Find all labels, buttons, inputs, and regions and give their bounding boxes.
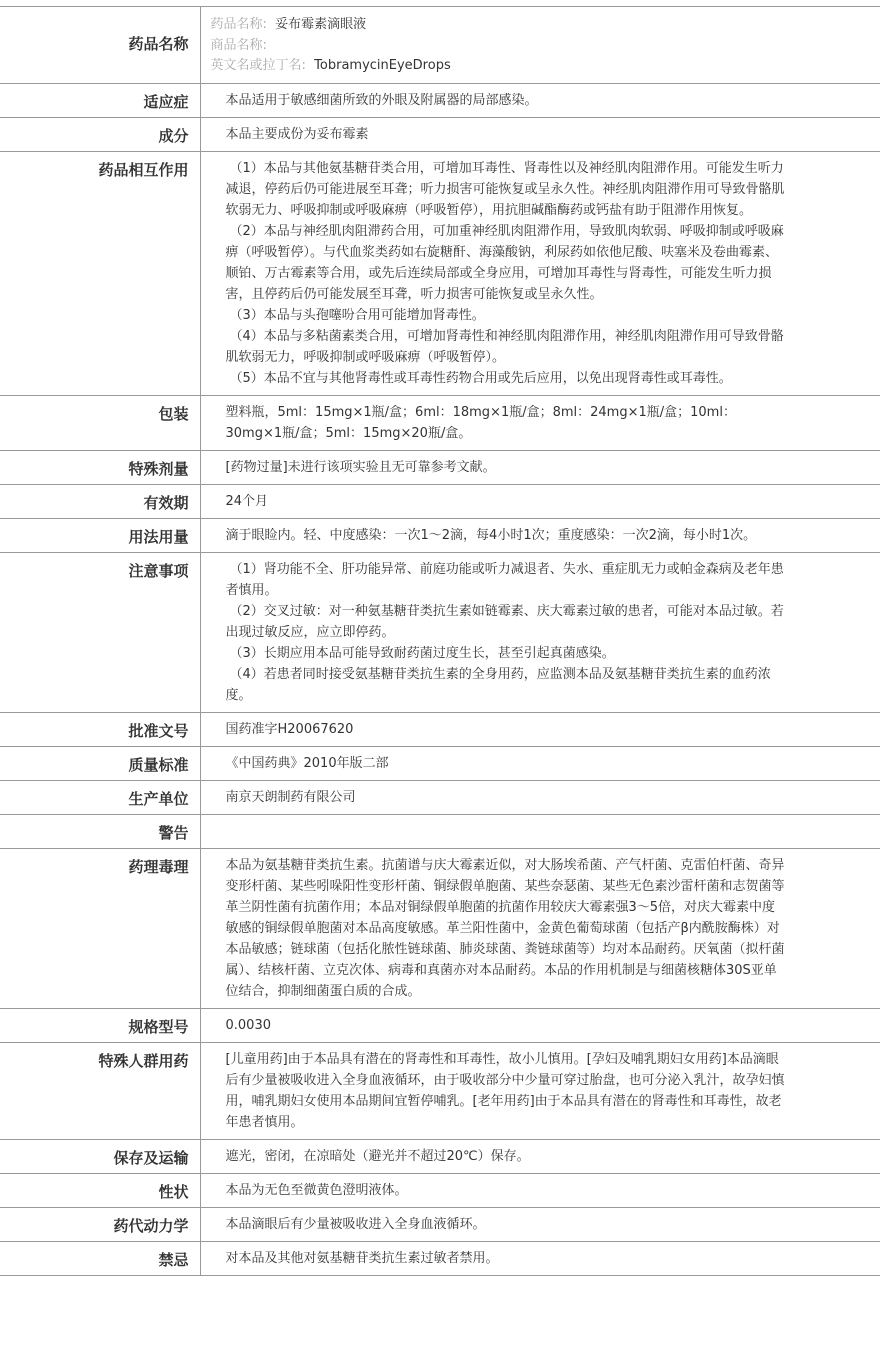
english-name-line — [211, 56, 880, 77]
drug-info-table — [0, 6, 880, 1276]
value-storage: 遮光，密闭，在凉暗处（避光并不超过20℃）保存。 — [225, 1148, 530, 1164]
value-manufacturer: 南京天朗制药有限公司 — [225, 789, 356, 805]
value-spec: 0.0030 — [225, 1017, 271, 1033]
value-pharmacology: 本品为氨基糖苷类抗生素。抗菌谱与庆大霉素近似，对大肠埃希菌、产气杆菌、克雷伯杆菌、奇异变形杆菌、某些吲哚阳性变形杆菌、铜绿假单胞菌、某些奈瑟菌、某些无色素沙雷杆菌和志贺菌等革兰阴性菌有抗菌作用；本品对铜绿假单胞菌的抗菌作用较庆大霉素强3～5倍，对庆大霉素中度敏感的铜绿假单胞菌对本品高度敏感。革兰阳性菌中，金黄色葡萄球菌（包括产β内酰胺酶株）对本品敏感；链球菌（包括化脓性链球菌、肺炎球菌、粪链球菌等）均对本品耐药。厌氧菌（拟杆菌属）、结核杆菌、立克次体、病毒和真菌亦对本品耐药。本品的作用机制是与细菌核糖体30S亚单位结合，抑制细菌蛋白质的合成。 — [225, 857, 785, 999]
label-special-population: 特殊人群用药 — [0, 1042, 200, 1139]
row-indication — [0, 83, 880, 117]
generic-name-key: 药品名称: — [210, 17, 267, 32]
english-name-value: TobramycinEyeDrops — [314, 58, 451, 73]
row-special-population — [0, 1042, 880, 1139]
row-precautions — [0, 552, 880, 712]
row-usage — [0, 518, 880, 552]
precaution-paragraph: （4）若患者同时接受氨基糖苷类抗生素的全身用药，应监测本品及氨基糖苷类抗生素的血药浓度。 — [225, 666, 771, 703]
value-interaction — [200, 151, 880, 395]
value-drug-name — [200, 7, 880, 84]
label-usage: 用法用量 — [0, 518, 200, 552]
label-approval: 批准文号 — [0, 712, 200, 746]
row-drug-name — [0, 7, 880, 84]
row-manufacturer — [0, 780, 880, 814]
label-pharmacokinetics: 药代动力学 — [0, 1207, 200, 1241]
trade-name-line — [211, 36, 880, 57]
value-warning — [200, 814, 880, 848]
value-contraindication: 对本品及其他对氨基糖苷类抗生素过敏者禁用。 — [225, 1250, 499, 1266]
label-precautions: 注意事项 — [0, 552, 200, 712]
value-ingredient: 本品主要成份为妥布霉素 — [225, 126, 369, 142]
label-pharmacology: 药理毒理 — [0, 848, 200, 1008]
value-usage: 滴于眼睑内。轻、中度感染：一次1～2滴，每4小时1次；重度感染：一次2滴，每小时1次。 — [225, 527, 757, 543]
label-warning: 警告 — [0, 814, 200, 848]
row-appearance — [0, 1173, 880, 1207]
value-appearance: 本品为无色至微黄色澄明液体。 — [225, 1182, 408, 1198]
label-ingredient: 成分 — [0, 117, 200, 151]
generic-name-value: 妥布霉素滴眼液 — [275, 17, 367, 32]
row-interaction — [0, 151, 880, 395]
label-manufacturer: 生产单位 — [0, 780, 200, 814]
row-pharmacokinetics — [0, 1207, 880, 1241]
row-ingredient — [0, 117, 880, 151]
row-standard — [0, 746, 880, 780]
label-standard: 质量标准 — [0, 746, 200, 780]
row-contraindication — [0, 1241, 880, 1275]
precaution-paragraph: （3）长期应用本品可能导致耐药菌过度生长，甚至引起真菌感染。 — [229, 645, 615, 661]
value-special-population: [儿童用药]由于本品具有潜在的肾毒性和耳毒性，故小儿慎用。[孕妇及哺乳期妇女用药]本品滴眼后有少量被吸收进入全身血液循环，由于吸收部分中少量可穿过胎盘，也可分泌入乳汁，故孕妇慎用，哺乳期妇女使用本品期间宜暂停哺乳。[老年用药]由于本品具有潜在的肾毒性和耳毒性，故老年患者慎用。 — [225, 1051, 785, 1130]
interaction-paragraph: （2）本品与神经肌肉阻滞药合用，可加重神经肌肉阻滞作用，导致肌肉软弱、呼吸抑制或呼吸麻痹（呼吸暂停）。与代血浆类药如右旋糖酐、海藻酸钠，利尿药如依他尼酸、呋塞米及卷曲霉素、顺铂、万古霉素等合用，或先后连续局部或全身应用，可增加耳毒性与肾毒性，可能发生听力损害，且停药后仍可能发展至耳聋，听力损害可能恢复或呈永久性。 — [225, 223, 784, 302]
value-approval: 国药准字H20067620 — [225, 721, 354, 737]
interaction-paragraph: （4）本品与多粘菌素类合用，可增加肾毒性和神经肌肉阻滞作用，神经肌肉阻滞作用可导致骨骼肌软弱无力，呼吸抑制或呼吸麻痹（呼吸暂停）。 — [225, 328, 784, 365]
row-validity — [0, 484, 880, 518]
precaution-paragraph: （1）肾功能不全、肝功能异常、前庭功能或听力减退者、失水、重症肌无力或帕金森病及老年患者慎用。 — [225, 561, 784, 598]
row-warning — [0, 814, 880, 848]
label-contraindication: 禁忌 — [0, 1241, 200, 1275]
value-precautions — [200, 552, 880, 712]
row-spec — [0, 1008, 880, 1042]
label-package: 包装 — [0, 395, 200, 450]
label-appearance: 性状 — [0, 1173, 200, 1207]
label-drug-name: 药品名称 — [0, 7, 200, 84]
value-special-dose: [药物过量]未进行该项实验且无可靠参考文献。 — [225, 459, 496, 475]
label-interaction: 药品相互作用 — [0, 151, 200, 395]
row-special-dose — [0, 450, 880, 484]
value-pharmacokinetics: 本品滴眼后有少量被吸收进入全身血液循环。 — [225, 1216, 486, 1232]
label-special-dose: 特殊剂量 — [0, 450, 200, 484]
trade-name-key: 商品名称: — [210, 37, 267, 53]
precaution-paragraph: （2）交叉过敏：对一种氨基糖苷类抗生素如链霉素、庆大霉素过敏的患者，可能对本品过敏。若出现过敏反应，应立即停药。 — [225, 603, 784, 640]
row-storage — [0, 1139, 880, 1173]
row-pharmacology — [0, 848, 880, 1008]
value-package: 塑料瓶，5ml：15mg×1瓶/盒；6ml：18mg×1瓶/盒；8ml：24mg×1瓶/盒；10ml：30mg×1瓶/盒；5ml：15mg×20瓶/盒。 — [225, 404, 736, 441]
row-approval — [0, 712, 880, 746]
interaction-paragraph: （5）本品不宜与其他肾毒性或耳毒性药物合用或先后应用，以免出现肾毒性或耳毒性。 — [229, 370, 732, 386]
english-name-key: 英文名或拉丁名: — [210, 58, 306, 73]
interaction-paragraph: （3）本品与头孢噻吩合用可能增加肾毒性。 — [229, 307, 485, 323]
generic-name-line — [211, 15, 880, 36]
value-validity: 24个月 — [225, 493, 269, 509]
label-spec: 规格型号 — [0, 1008, 200, 1042]
label-validity: 有效期 — [0, 484, 200, 518]
value-standard: 《中国药典》2010年版二部 — [225, 755, 389, 771]
interaction-paragraph: （1）本品与其他氨基糖苷类合用，可增加耳毒性、肾毒性以及神经肌肉阻滞作用。可能发生听力减退，停药后仍可能进展至耳聋；听力损害可能恢复或呈永久性。神经肌肉阻滞作用可导致骨骼肌软弱无力、呼吸抑制或呼吸麻痹（呼吸暂停），用抗胆碱酯酶药或钙盐有助于阻滞作用恢复。 — [225, 160, 785, 218]
label-indication: 适应症 — [0, 83, 200, 117]
value-indication: 本品适用于敏感细菌所致的外眼及附属器的局部感染。 — [225, 92, 538, 108]
label-storage: 保存及运输 — [0, 1139, 200, 1173]
row-package — [0, 395, 880, 450]
